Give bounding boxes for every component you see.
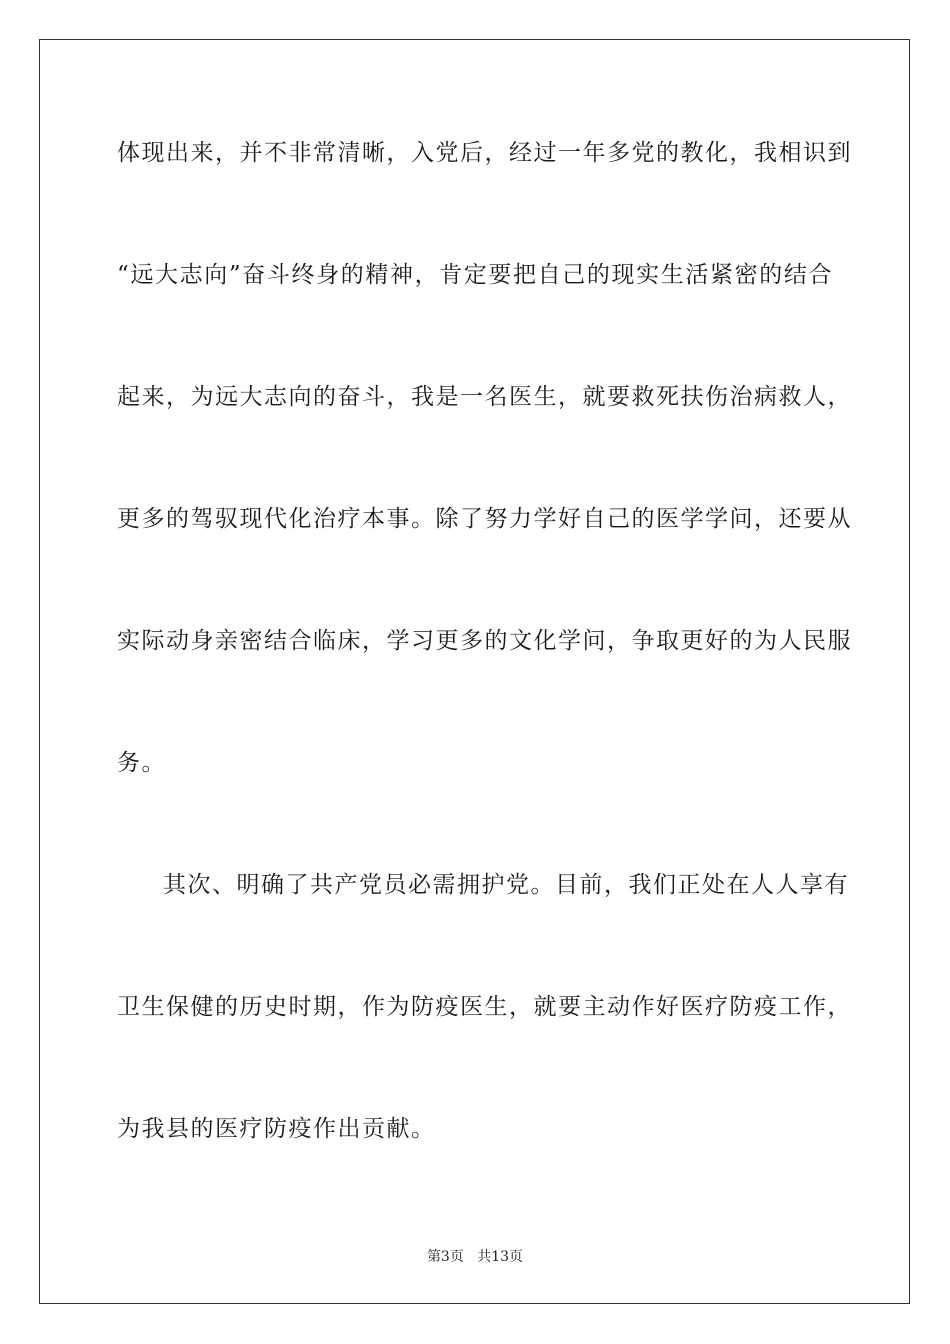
body-text-line: 为我县的医疗防疫作出贡献。 (117, 1116, 436, 1142)
body-text-line: 务。 (117, 750, 166, 776)
body-text-line: 实际动身亲密结合临床，学习更多的文化学问，争取更好的为人民服 (117, 628, 852, 654)
page-number: 第3页 (426, 1249, 464, 1265)
page-footer (0, 1248, 950, 1266)
body-text-line: 卫生保健的历史时期，作为防疫医生，就要主动作好医疗防疫工作， (117, 994, 852, 1020)
body-text-line: 体现出来，并不非常清晰，入党后，经过一年多党的教化，我相识到 (117, 140, 852, 166)
body-text-line: “远大志向”奋斗终身的精神，肯定要把自己的现实生活紧密的结合 (117, 262, 833, 288)
body-text-line-indented: 其次、明确了共产党员必需拥护党。目前，我们正处在人人享有 (163, 872, 849, 898)
page-total: 共13页 (477, 1249, 524, 1265)
body-text-line: 更多的驾驭现代化治疗本事。除了努力学好自己的医学学问，还要从 (117, 506, 852, 532)
body-text-line: 起来，为远大志向的奋斗，我是一名医生，就要救死扶伤治病救人， (117, 384, 852, 410)
